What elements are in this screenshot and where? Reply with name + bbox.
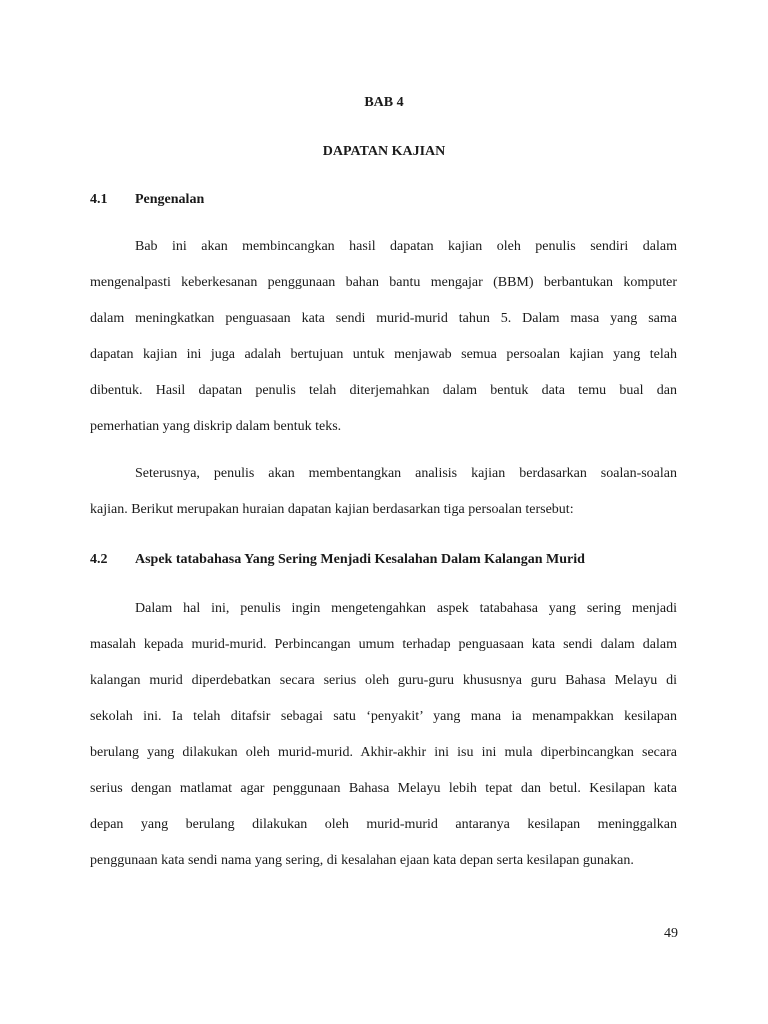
text-line: dapatan kajian ini juga adalah bertujuan untuk menjawab semua persoalan kajian yang telah (90, 347, 677, 362)
section-title: Pengenalan (135, 192, 205, 207)
text-line: dalam meningkatkan penguasaan kata sendi murid-murid tahun 5. Dalam masa yang sama (90, 311, 677, 326)
text-line: kajian. Berikut merupakan huraian dapatan kajian berdasarkan tiga persoalan tersebut: (90, 502, 574, 517)
text-line: serius dengan matlamat agar penggunaan Bahasa Melayu lebih tepat dan betul. Kesilapan kata (90, 781, 677, 796)
section-heading-4-2 (90, 552, 690, 568)
section-heading-4-1 (90, 192, 690, 208)
text-line: berulang yang dilakukan oleh murid-murid. Akhir-akhir ini isu ini mula diperbincangkan secara (90, 745, 677, 760)
text-line: penggunaan kata sendi nama yang sering, di kesalahan ejaan kata depan serta kesilapan gunakan. (90, 853, 634, 868)
chapter-title: DAPATAN KAJIAN (322, 144, 446, 159)
section-number: 4.1 (90, 192, 108, 207)
chapter-number: BAB 4 (364, 95, 404, 110)
text-line: Seterusnya, penulis akan membentangkan analisis kajian berdasarkan soalan-soalan (135, 466, 677, 481)
paragraph-overview (90, 456, 677, 528)
section-title: Aspek tatabahasa Yang Sering Menjadi Kesalahan Dalam Kalangan Murid (135, 552, 585, 567)
text-line: sekolah ini. Ia telah ditafsir sebagai satu ‘penyakit’ yang mana ia menampakkan kesilapan (90, 709, 677, 724)
text-line: Bab ini akan membincangkan hasil dapatan kajian oleh penulis sendiri dalam (135, 239, 677, 254)
page-number: 49 (664, 926, 678, 941)
paragraph-introduction (90, 229, 677, 445)
paragraph-grammar-aspects (90, 591, 677, 879)
text-line: kalangan murid diperdebatkan secara serius oleh guru-guru khususnya guru Bahasa Melayu di (90, 673, 677, 688)
text-line: depan yang berulang dilakukan oleh murid-murid antaranya kesilapan meninggalkan (90, 817, 677, 832)
section-number: 4.2 (90, 552, 108, 567)
text-line: masalah kepada murid-murid. Perbincangan umum terhadap penguasaan kata sendi dalam dalam (90, 637, 677, 652)
text-line: mengenalpasti keberkesanan penggunaan bahan bantu mengajar (BBM) berbantukan komputer (90, 275, 677, 290)
text-line: pemerhatian yang diskrip dalam bentuk teks. (90, 419, 342, 434)
text-line: dibentuk. Hasil dapatan penulis telah diterjemahkan dalam bentuk data temu bual dan (90, 383, 677, 398)
text-line: Dalam hal ini, penulis ingin mengetengahkan aspek tatabahasa yang sering menjadi (135, 601, 677, 616)
